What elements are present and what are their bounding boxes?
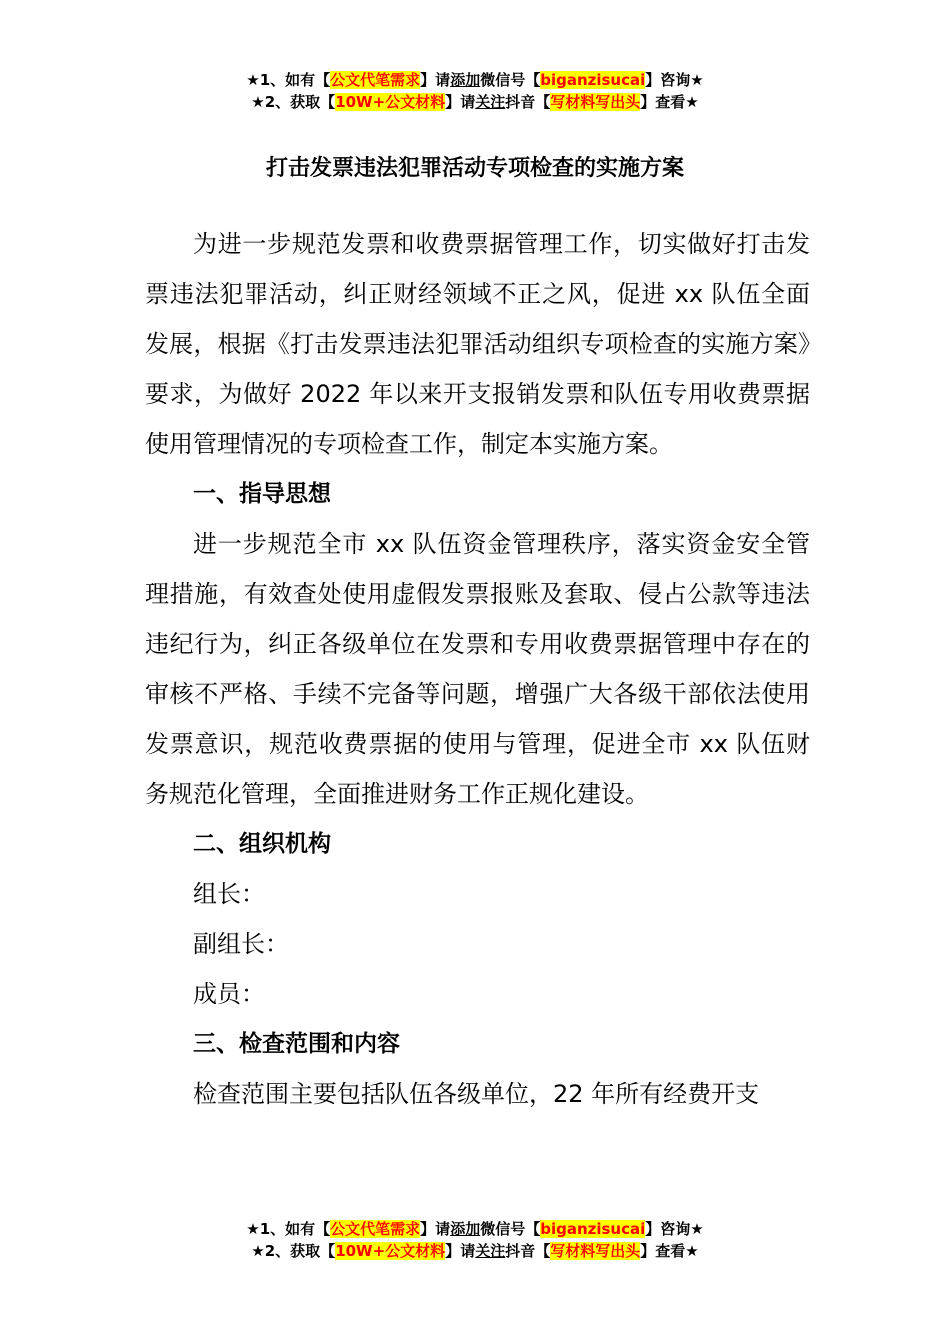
ad-text: 】请 — [445, 93, 476, 111]
ad-text: 】请 — [445, 1242, 476, 1260]
ad-text: 抖音【 — [505, 93, 551, 111]
document-title: 打击发票违法犯罪活动专项检查的实施方案 — [265, 156, 684, 181]
ad-highlight: biganzisucai — [540, 71, 646, 89]
ad-highlight: 10W+公文材料 — [335, 93, 446, 111]
ad-highlight: 写材料写出头 — [550, 1242, 641, 1260]
ad-underline: 关注 — [475, 1242, 506, 1260]
ad-line-2 — [0, 91, 950, 113]
ad-highlight: 10W+公文材料 — [335, 1242, 446, 1260]
ad-highlight: biganzisucai — [540, 1220, 646, 1238]
intro-paragraph: 为进一步规范发票和收费票据管理工作，切实做好打击发票违法犯罪活动，纠正财经领域不正之风，促进 xx 队伍全面发展，根据《打击发票违法犯罪活动组织专项检查的实施方案》要求，为做好 2022 年以来开支报销发票和队伍专用收费票据使用管理情况的专项检查工作，制定本实施方案。 — [145, 230, 810, 458]
deputy-leader-line: 副组长： — [193, 930, 289, 958]
section-3-paragraph: 检查范围主要包括队伍各级单位，22 年所有经费开支 — [193, 1080, 760, 1108]
document-body — [145, 219, 810, 1119]
leader-line: 组长： — [193, 880, 265, 908]
ad-text: 】查看★ — [640, 93, 699, 111]
ad-text: 微信号【 — [480, 1220, 541, 1238]
ad-underline: 添加 — [450, 71, 481, 89]
ad-banner-top — [0, 69, 950, 113]
ad-underline: 关注 — [475, 93, 506, 111]
section-2-heading: 二、组织机构 — [193, 831, 331, 857]
ad-text: ★1、如有【 — [246, 71, 331, 89]
ad-underline: 添加 — [450, 1220, 481, 1238]
section-1-paragraph: 进一步规范全市 xx 队伍资金管理秩序，落实资金安全管理措施，有效查处使用虚假发票报账及套取、侵占公款等违法违纪行为，纠正各级单位在发票和专用收费票据管理中存在的审核不严格、手续不完备等问题，增强广大各级干部依法使用发票意识，规范收费票据的使用与管理，促进全市 xx 队伍财务规范化管理，全面推进财务工作正规化建设。 — [145, 530, 810, 808]
ad-text: 】请 — [420, 71, 451, 89]
ad-text: 】请 — [420, 1220, 451, 1238]
ad-text: ★1、如有【 — [246, 1220, 331, 1238]
section-3-heading: 三、检查范围和内容 — [193, 1031, 400, 1057]
ad-highlight: 写材料写出头 — [550, 93, 641, 111]
section-1-heading: 一、指导思想 — [193, 481, 331, 507]
ad-text: 微信号【 — [480, 71, 541, 89]
ad-banner-bottom — [0, 1218, 950, 1262]
ad-text: 】咨询★ — [645, 71, 704, 89]
ad-text: 】查看★ — [640, 1242, 699, 1260]
ad-line-1 — [0, 69, 950, 91]
members-line: 成员： — [193, 980, 265, 1008]
ad-line-2 — [0, 1240, 950, 1262]
ad-text: 】咨询★ — [645, 1220, 704, 1238]
ad-text: ★2、获取【 — [251, 93, 336, 111]
ad-text: ★2、获取【 — [251, 1242, 336, 1260]
ad-text: 抖音【 — [505, 1242, 551, 1260]
ad-line-1 — [0, 1218, 950, 1240]
ad-highlight: 公文代笔需求 — [330, 71, 421, 89]
ad-highlight: 公文代笔需求 — [330, 1220, 421, 1238]
